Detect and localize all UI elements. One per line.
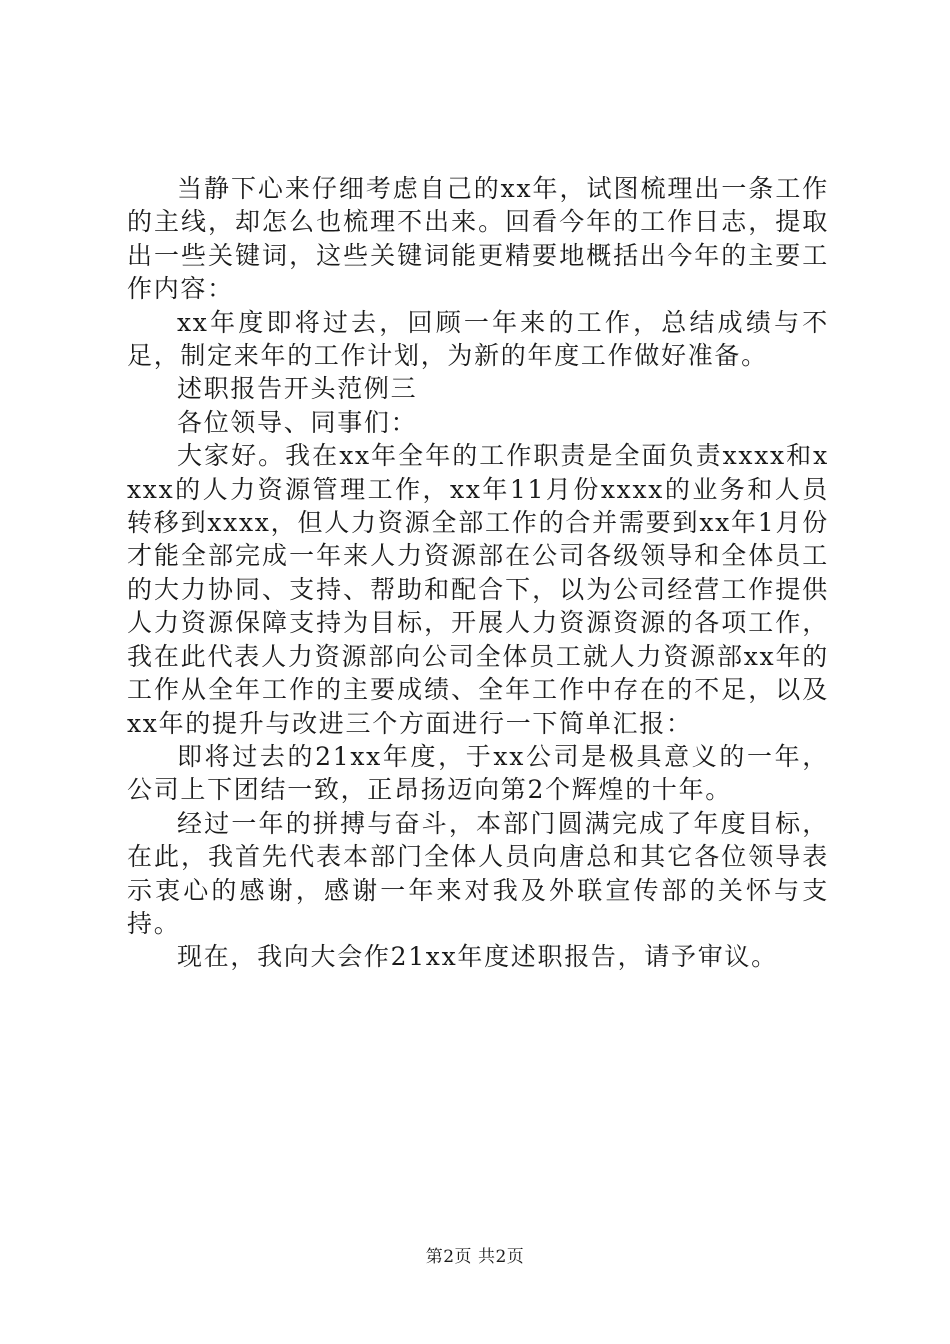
paragraph-year-review: xx年度即将过去，回顾一年来的工作，总结成绩与不足，制定来年的工作计划，为新的年度工作做好准备。 (127, 307, 829, 371)
document-body (127, 172, 829, 974)
salutation: 各位领导、同事们： (177, 407, 418, 437)
paragraph-hr-report: 大家好。我在xx年全年的工作职责是全面负责xxxx和xxxx的人力资源管理工作，xx年11月份xxxx的业务和人员转移到xxxx，但人力资源全部工作的合并需要到xx年1月份才能全部完成一年来人力资源部在公司各级领导和全体员工的大力协同、支持、帮助和配合下，以为公司经营工作提供人力资源保障支持为目标，开展人力资源资源的各项工作，我在此代表人力资源部向公司全体员工就人力资源部xx年的工作从全年工作的主要成绩、全年工作中存在的不足，以及xx年的提升与改进三个方面进行一下简单汇报： (127, 441, 829, 738)
page-footer: 第2页 共2页 (425, 1247, 525, 1267)
paragraph-intro: 当静下心来仔细考虑自己的xx年，试图梳理出一条工作的主线，却怎么也梳理不出来。回看今年的工作日志，提取出一些关键词，这些关键词能更精要地概括出今年的主要工作内容： (127, 174, 829, 304)
paragraph-company-year: 即将过去的21xx年度，于xx公司是极具意义的一年，公司上下团结一致，正昂扬迈向第2个辉煌的十年。 (127, 741, 829, 805)
paragraph-thanks: 经过一年的拼搏与奋斗，本部门圆满完成了年度目标，在此，我首先代表本部门全体人员向唐总和其它各位领导表示衷心的感谢，感谢一年来对我及外联宣传部的关怀与支持。 (127, 808, 829, 938)
paragraph-closing: 现在，我向大会作21xx年度述职报告，请予审议。 (177, 942, 778, 972)
section-heading: 述职报告开头范例三 (177, 374, 418, 404)
